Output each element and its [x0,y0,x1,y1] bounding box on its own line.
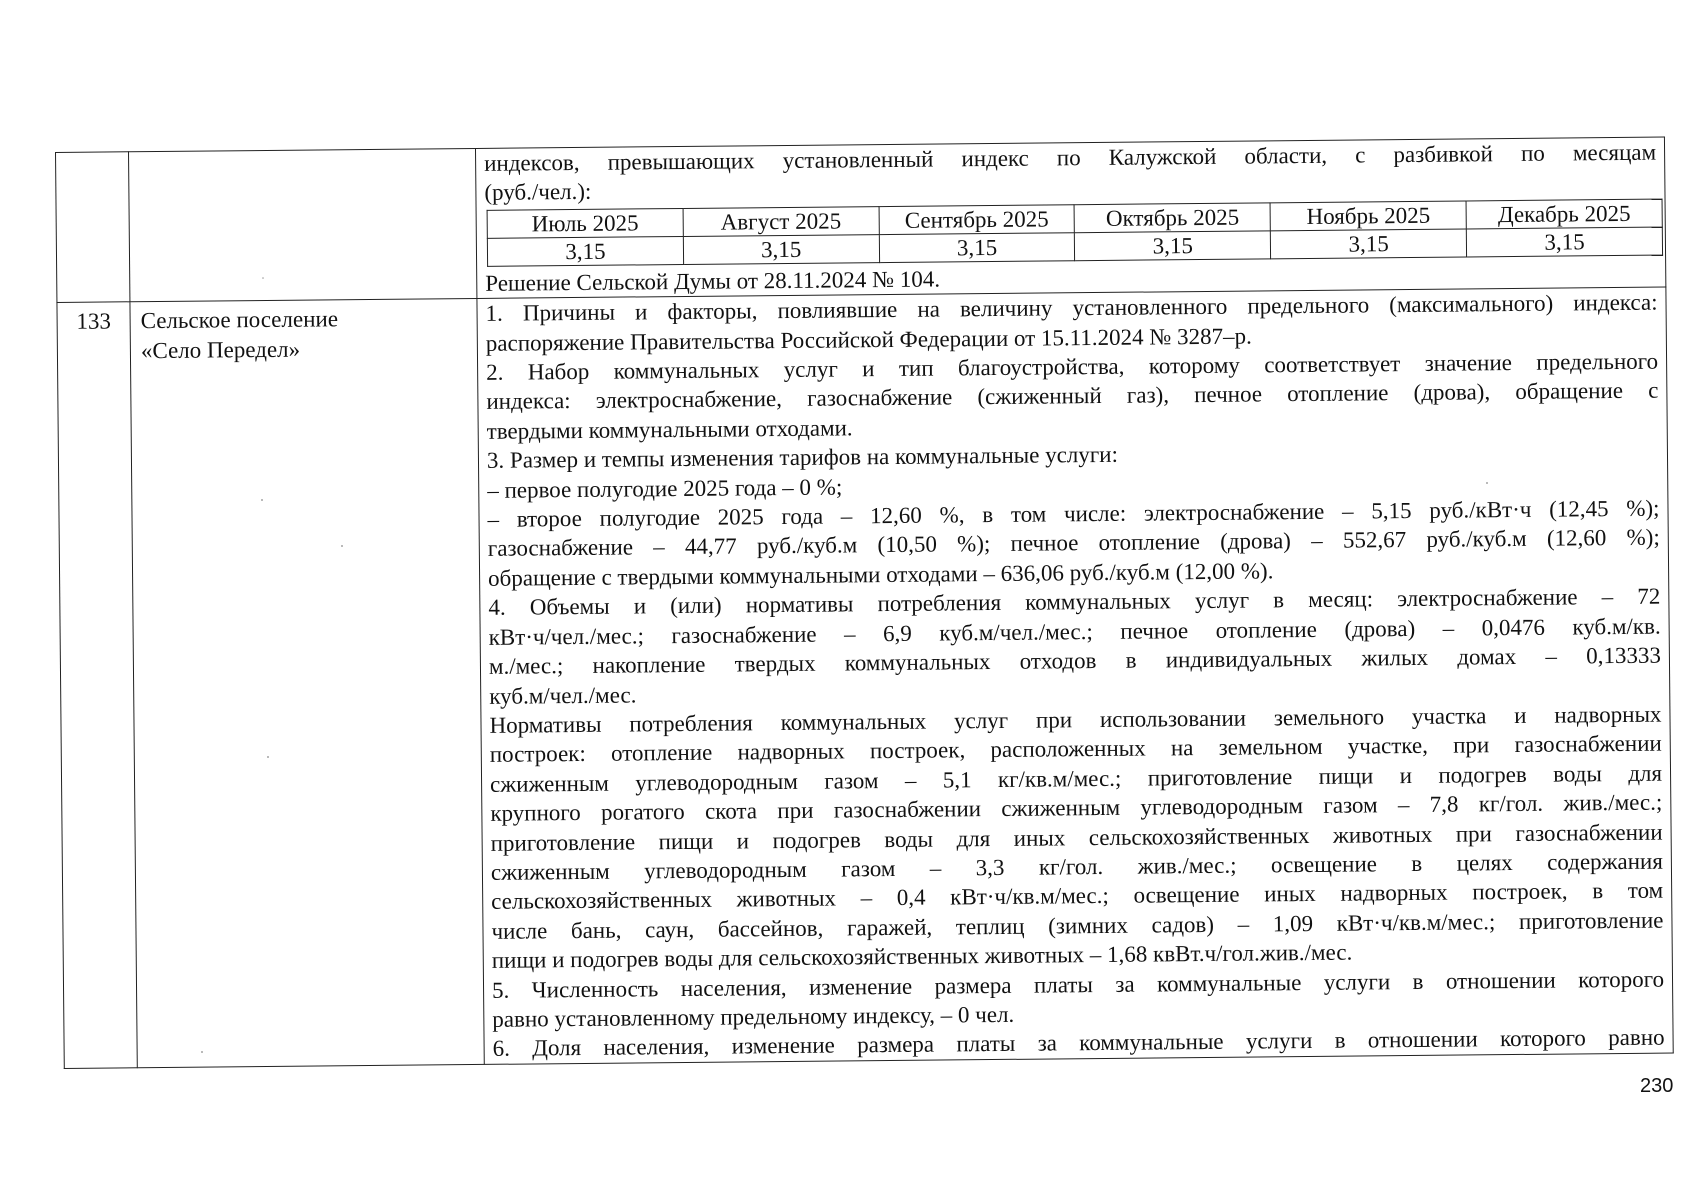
content-line: равно установленному предельному индексу, – 0 чел. [492,1001,1015,1032]
settlement-cell-empty [129,148,477,302]
content-line: индекса: электроснабжение, газоснабжение (сжиженный газ), печное отопление (дрова), обращение с [486,378,1659,415]
month-value: 3,15 [879,233,1075,263]
document-table-wrapper [55,137,1674,1104]
table-row-133 [57,287,1673,1068]
row-number: 133 [76,308,111,335]
month-value: 3,15 [487,236,683,266]
settlement-name-line: «Село Передел» [140,336,301,363]
settlement-name-cell [130,299,484,1068]
content-line: 2. Набор коммунальных услуг и тип благоустройства, которому соответствует значение предельного [486,348,1659,385]
month-header: Ноябрь 2025 [1270,201,1466,231]
intro-line: индексов, превышающих установленный индекс по Калужской области, с разбивкой по месяцам [484,139,1657,176]
content-line: 4. Объемы и (или) нормативы потребления коммунальных услуг в месяц: электроснабжение – 72 [488,583,1661,621]
decision-text: Решение Сельской Думы от 28.11.2024 № 104. [485,266,941,296]
month-header: Октябрь 2025 [1075,203,1271,233]
content-line: сжиженным углеводородным газом – 3,3 кг/гол. жив./мес.; освещение в целях содержания [490,848,1664,885]
content-line: пищи и подогрев воды для сельскохозяйственных животных – 1,68 квВт.ч/гол.жив./мес. [491,939,1353,974]
content-line: 6. Доля населения, изменение размера платы за коммунальные услуги в отношении которого равно [492,1024,1665,1062]
content-line: распоряжение Правительства Российской Федерации от 15.11.2024 № 3287–р. [485,323,1252,356]
content-line: обращение с твердыми коммунальными отходами – 636,06 руб./куб.м (12,00 %). [487,558,1274,591]
content-line: – второе полугодие 2025 года – 12,60 %, в том числе: электроснабжение – 5,15 руб./кВт·ч (12,45 %); [487,495,1660,532]
content-line: Нормативы потребления коммунальных услуг при использовании земельного участка и надворных [489,701,1662,738]
content-line: м./мес.; накопление твердых коммунальных отходов в индивидуальных жилых домах – 0,13333 [488,642,1662,679]
content-line: крупного рогатого скота при газоснабжении сжиженным углеводородным газом – 7,8 кг/гол. жив./мес.; [490,789,1663,826]
content-line: куб.м/чел./мес. [489,681,637,709]
content-line: построек: отопление надворных построек, расположенных на земельном участке, при газоснабжении [489,730,1662,768]
content-line: числе бань, саун, бассейнов, гаражей, теплиц (зимних садов) – 1,09 кВт·ч/кв.м/мес.; приготовление [491,907,1664,944]
month-header: Июль 2025 [487,208,683,238]
row-133-content [477,287,1673,1064]
table-row-previous [56,137,1666,303]
indices-table [55,137,1674,1069]
month-value: 3,15 [1271,229,1467,259]
month-header: Август 2025 [683,206,879,236]
month-value: 3,15 [1466,227,1662,257]
row-number-cell-empty [56,152,130,303]
content-line: кВт·ч/чел./мес.; газоснабжение – 6,9 куб.м/чел./мес.; печное отопление (дрова) – 0,0476 куб.м/кв. [488,613,1661,650]
content-line: твердыми коммунальными отходами. [486,415,853,444]
month-value: 3,15 [1075,231,1271,261]
monthly-index-table [487,198,1663,266]
content-line: 5. Численность населения, изменение размера платы за коммунальные услуги в отношении которого [491,966,1665,1003]
previous-row-content [475,137,1665,299]
content-line: сельскохозяйственных животных – 0,4 кВт·ч/кв.м/мес.; освещение иных надворных построек, в том [491,877,1664,915]
page-number: 230 [1640,1075,1674,1097]
content-line: приготовление пищи и подогрев воды для иных сельскохозяйственных животных при газоснабжении [490,819,1663,856]
month-header: Декабрь 2025 [1466,199,1662,229]
intro-unit: (руб./чел.): [484,179,592,206]
content-line: газоснабжение – 44,77 руб./куб.м (10,50 %); печное отопление (дрова) – 552,67 руб./куб.м (12,60 %); [487,525,1660,562]
settlement-name-line: Сельское поселение [140,306,339,334]
month-value: 3,15 [683,234,879,264]
content-line: 1. Причины и факторы, повлиявшие на величину установленного предельного (максимального) индекса: [485,289,1658,327]
month-header: Сентябрь 2025 [879,205,1075,235]
content-line: 3. Размер и темпы изменения тарифов на коммунальные услуги: [486,442,1119,474]
content-line: – первое полугодие 2025 года – 0 %; [487,474,843,503]
row-number-cell [57,302,137,1068]
content-line: сжиженным углеводородным газом – 5,1 кг/кв.м/мес.; приготовление пищи и подогрев воды для [489,760,1663,797]
